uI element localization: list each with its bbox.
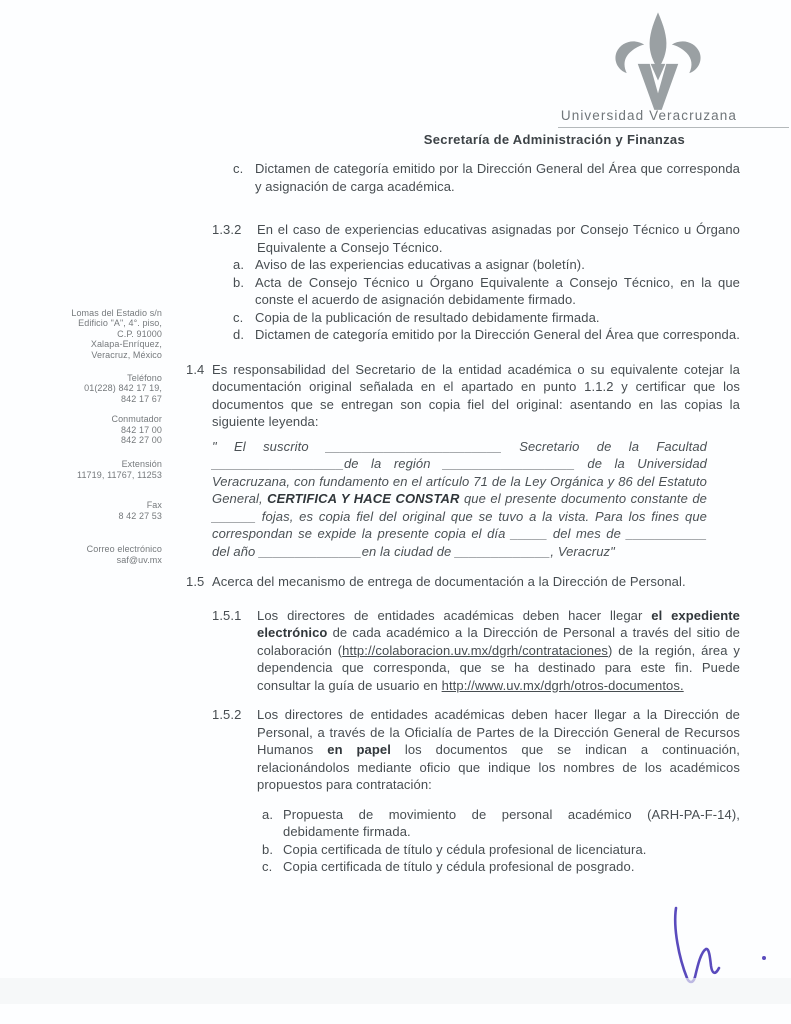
fax-label: Fax (146, 500, 162, 511)
section-text: En el caso de experiencias educativas asignadas por Consejo Técnico u Órgano Equivalente a Consejo Técnico. (257, 222, 740, 255)
section-1-3-2 (212, 221, 740, 344)
address-line: C.P. 91000 (117, 328, 162, 339)
list-item-text: Acta de Consejo Técnico u Órgano Equivalente a Consejo Técnico, en la que conste el acuerdo de asignación debidamente firmado. (255, 274, 740, 307)
address-line: Edificio "A", 4°. piso, (78, 318, 162, 329)
section-number: 1.4 (186, 361, 205, 377)
list-item (233, 256, 740, 274)
section-number: 1.5.1 (212, 607, 242, 623)
list-item (262, 806, 740, 841)
phone-number: 01(228) 842 17 19, (84, 383, 162, 394)
section-number: 1.5.2 (212, 707, 242, 722)
section-number: 1.5 (186, 574, 205, 589)
email-address: saf@uv.mx (116, 554, 162, 565)
section-text: Acerca del mecanismo de entrega de documentación a la Dirección de Personal. (212, 574, 686, 589)
uv-fleur-de-lis-logo-icon (612, 12, 704, 114)
section-1-5-1 (212, 607, 740, 695)
email-label: Correo electrónico (86, 544, 162, 555)
list-item-text: Copia de la publicación de resultado debidamente firmada. (255, 309, 600, 325)
document-body (186, 160, 740, 876)
list-item-text: Copia certificada de título y cédula profesional de licenciatura. (283, 841, 647, 857)
contact-sidebar (30, 308, 162, 565)
section-text: Es responsabilidad del Secretario de la entidad académica o su equivalente cotejar la documentación original señalada en el apartado en punto 1.1.2 y certificar que los documentos que se entregan son copia fiel del original: asentando en las copias la siguiente leyenda: (212, 361, 740, 429)
fax-number: 8 42 27 53 (118, 510, 162, 521)
section-1-5-2-items (262, 806, 740, 876)
brand-wordmark: Universidad Veracruzana (560, 108, 737, 123)
switchboard-block (30, 414, 162, 445)
section-1-3-2-items (212, 256, 740, 344)
list-item (233, 160, 740, 195)
scan-shadow-artifact (0, 978, 791, 1004)
phone-block (30, 373, 162, 404)
list-item (262, 841, 740, 859)
department-title: Secretaría de Administración y Finanzas (423, 132, 685, 147)
switchboard-label: Conmutador (111, 414, 162, 425)
extension-block (30, 459, 162, 480)
list-item-label: a. (233, 257, 245, 272)
list-item-label: a. (262, 806, 274, 822)
list-item-label: c. (233, 309, 244, 325)
list-item-text: Aviso de las experiencias educativas a asignar (boletín). (255, 257, 585, 272)
list-item-text: Dictamen de categoría emitido por la Dirección General del Área que corresponda. (255, 327, 740, 342)
phone-label: Teléfono (127, 373, 162, 384)
list-item-label: b. (233, 274, 245, 290)
extension-numbers: 11719, 11767, 11253 (77, 469, 162, 480)
list-item (233, 309, 740, 327)
list-item (262, 858, 740, 876)
section-number: 1.3.2 (212, 222, 242, 237)
list-item-label: b. (262, 841, 274, 857)
list-item-text: Copia certificada de título y cédula profesional de posgrado. (283, 859, 635, 874)
address-block (30, 308, 162, 360)
section-1-4 (186, 361, 740, 431)
list-item-text: Propuesta de movimiento de personal académico (ARH-PA-F-14), debidamente firmada. (283, 806, 740, 839)
list-item (233, 326, 740, 344)
certification-legend-quote: " El suscrito ________________________ Secretario de la Facultad __________________de la región __________________ de la Universidad Veracruzana, con fundamento en el artículo 71 de la Ley Orgánica y 86 del Estatuto General, CERTIFICA Y HACE CONSTAR que el presente documento constante de ______ fojas, es copia fiel del original que se tuvo a la vista. Para los fines que correspondan se expide la presente copia el día _____ del mes de ___________ del año ______________en la ciudad de _____________, Veracruz" (212, 438, 708, 559)
address-line: Xalapa-Enríquez, (90, 339, 162, 350)
list-item-label: c. (233, 161, 244, 176)
section-1-5-2 (212, 706, 740, 794)
list-item-label: d. (233, 327, 245, 342)
phone-number: 842 17 67 (121, 393, 162, 404)
email-block (30, 544, 162, 565)
fax-block (30, 500, 162, 521)
address-line: Veracruz, México (91, 349, 162, 360)
list-item (233, 274, 740, 309)
section-text: Los directores de entidades académicas deben hacer llegar el expediente electrónico de cada académico a la Dirección de Personal a través del sitio de colaboración (http://colaboracion.uv.mx/dgrh/contrataciones) de la región, área y dependencia que corresponda, que se ha destinado para este fin. Puede consultar la guía de usuario en http://www.uv.mx/dgrh/otros-documentos. (257, 607, 741, 693)
extension-label: Extensión (121, 459, 162, 470)
list-item-label: c. (262, 859, 273, 874)
switchboard-number: 842 17 00 (121, 424, 162, 435)
address-line: Lomas del Estadio s/n (71, 308, 162, 318)
switchboard-number: 842 27 00 (121, 435, 162, 446)
section-text: Los directores de entidades académicas deben hacer llegar a la Dirección de Personal, a través de la Oficialía de Partes de la Dirección General de Recursos Humanos en papel los documentos que se indican a continuación, relacionándolos mediante oficio que indique los nombres de los académicos propuestos para contratación: (257, 707, 740, 792)
header-rule (558, 127, 789, 128)
list-item-text: Dictamen de categoría emitido por la Dirección General del Área que corresponda y asignación de carga académica. (255, 161, 740, 194)
section-1-5 (186, 573, 740, 591)
